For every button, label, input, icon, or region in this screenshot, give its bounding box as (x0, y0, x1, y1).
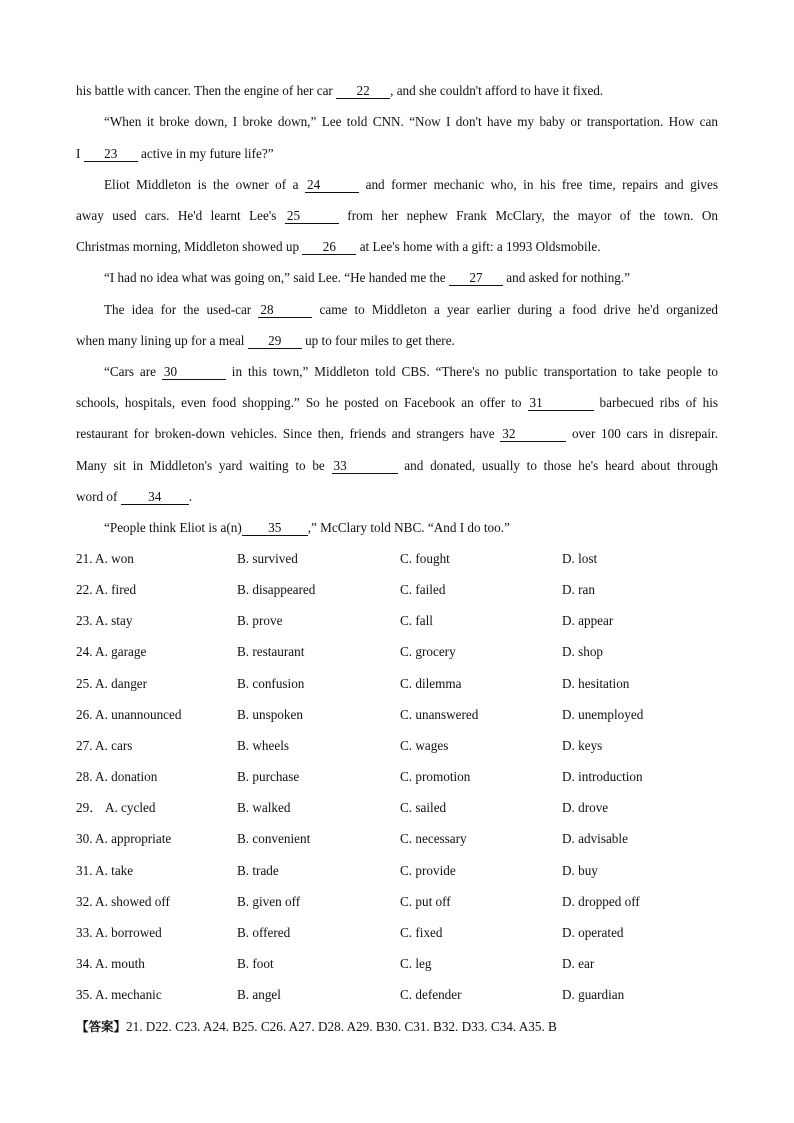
passage-text: and former mechanic who, in his free time, repairs and gives (365, 177, 719, 192)
blank-26: 26 (302, 239, 356, 255)
question-row (76, 799, 718, 817)
option-c: C. promotion (400, 769, 471, 784)
option-a: 33. A. borrowed (76, 925, 162, 940)
option-a: 31. A. take (76, 863, 134, 878)
option-b: B. restaurant (237, 644, 305, 659)
option-c: C. sailed (400, 800, 447, 815)
option-d: D. shop (562, 644, 604, 659)
option-b: B. angel (237, 987, 281, 1002)
blank-32: 32 (500, 426, 566, 442)
passage-line-11 (76, 394, 718, 412)
option-c: C. dilemma (400, 676, 462, 691)
blank-28: 28 (258, 302, 312, 318)
option-d: D. ran (562, 582, 595, 597)
option-b: B. disappeared (237, 582, 316, 597)
question-row (76, 581, 718, 599)
passage-text: at Lee's home with a gift: a 1993 Oldsmobile. (359, 239, 601, 254)
blank-31: 31 (528, 395, 594, 411)
passage-line-12 (76, 425, 718, 443)
option-b: B. offered (237, 925, 291, 940)
answer-text: 21. D22. C23. A24. B25. C26. A27. D28. A29. B30. C31. B32. D33. C34. A35. B (126, 1019, 557, 1034)
question-row (76, 830, 718, 848)
passage-text: barbecued ribs of his (599, 395, 719, 410)
passage-text: and asked for nothing.” (506, 270, 631, 285)
passage-text: word of (76, 489, 118, 504)
passage-text: Christmas morning, Middleton showed up (76, 239, 300, 254)
passage-text: “Cars are (104, 364, 157, 379)
option-b: B. trade (237, 863, 279, 878)
option-a: 32. A. showed off (76, 894, 170, 909)
option-d: D. lost (562, 551, 598, 566)
passage-text: away used cars. He'd learnt Lee's (76, 208, 277, 223)
passage-text: ,” McClary told NBC. “And I do too.” (307, 520, 510, 535)
passage-text: “When it broke down, I broke down,” Lee told CNN. “Now I don't have my baby or transportation. How can (104, 114, 718, 129)
option-d: D. introduction (562, 769, 643, 784)
option-b: B. survived (237, 551, 298, 566)
passage-text: Many sit in Middleton's yard waiting to be (76, 458, 325, 473)
option-a: 23. A. stay (76, 613, 133, 628)
passage-text: active in my future life?” (141, 146, 274, 161)
passage-line-9 (76, 332, 718, 350)
option-a: 24. A. garage (76, 644, 147, 659)
passage-text: Eliot Middleton is the owner of a (104, 177, 299, 192)
passage-text: up to four miles to get there. (305, 333, 455, 348)
option-c: C. put off (400, 894, 451, 909)
option-c: C. fall (400, 613, 433, 628)
passage-text: came to Middleton a year earlier during a food drive he'd organized (319, 302, 719, 317)
option-b: B. unspoken (237, 707, 303, 722)
passage-line-5 (76, 207, 718, 225)
passage-text: from her nephew Frank McClary, the mayor of the town. On (347, 208, 718, 223)
option-c: C. fixed (400, 925, 443, 940)
question-row (76, 893, 718, 911)
question-row (76, 675, 718, 693)
question-row (76, 737, 718, 755)
question-row (76, 986, 718, 1004)
question-row (76, 768, 718, 786)
passage-text: and donated, usually to those he's heard about through (404, 458, 719, 473)
option-a: 35. A. mechanic (76, 987, 162, 1002)
option-a: 34. A. mouth (76, 956, 145, 971)
passage-line-4 (104, 176, 718, 194)
passage-line-13 (76, 457, 718, 475)
passage-line-7 (104, 269, 718, 287)
passage-line-6 (76, 238, 718, 256)
option-d: D. operated (562, 925, 624, 940)
option-c: C. provide (400, 863, 456, 878)
question-row (76, 862, 718, 880)
passage-line-14 (76, 488, 718, 506)
blank-25: 25 (285, 208, 339, 224)
option-b: B. convenient (237, 831, 311, 846)
option-d: D. appear (562, 613, 614, 628)
option-d: D. unemployed (562, 707, 644, 722)
passage-line-15 (104, 519, 718, 537)
option-a: 29． A. cycled (76, 800, 156, 815)
answer-key (76, 1018, 557, 1036)
option-a: 26. A. unannounced (76, 707, 182, 722)
passage-text: restaurant for broken-down vehicles. Since then, friends and strangers have (76, 426, 495, 441)
question-row (76, 924, 718, 942)
passage-text: . (188, 489, 192, 504)
blank-23: 23 (84, 146, 138, 162)
question-row (76, 550, 718, 568)
question-row (76, 706, 718, 724)
passage-line-1 (76, 82, 718, 100)
option-d: D. hesitation (562, 676, 630, 691)
option-b: B. given off (237, 894, 301, 909)
question-row (76, 643, 718, 661)
blank-35: 35 (242, 520, 308, 536)
option-a: 27. A. cars (76, 738, 133, 753)
blank-22: 22 (336, 83, 390, 99)
option-b: B. walked (237, 800, 291, 815)
option-b: B. confusion (237, 676, 305, 691)
passage-text: his battle with cancer. Then the engine of her car (76, 83, 333, 98)
option-c: C. leg (400, 956, 432, 971)
option-d: D. dropped off (562, 894, 640, 909)
option-a: 28. A. donation (76, 769, 158, 784)
option-d: D. guardian (562, 987, 625, 1002)
passage-text: “People think Eliot is a(n) (104, 520, 242, 535)
blank-29: 29 (248, 333, 302, 349)
option-c: C. defender (400, 987, 462, 1002)
option-d: D. ear (562, 956, 595, 971)
question-row (76, 955, 718, 973)
passage-line-8 (104, 301, 718, 319)
blank-27: 27 (449, 270, 503, 286)
option-b: B. prove (237, 613, 283, 628)
option-c: C. fought (400, 551, 450, 566)
answer-tag: 【答案】 (76, 1019, 127, 1034)
passage-text: , and she couldn't afford to have it fixed. (390, 83, 604, 98)
option-d: D. drove (562, 800, 609, 815)
blank-33: 33 (332, 458, 398, 474)
passage-text: I (76, 146, 81, 161)
option-d: D. advisable (562, 831, 628, 846)
option-c: C. wages (400, 738, 449, 753)
blank-24: 24 (305, 177, 359, 193)
option-b: B. foot (237, 956, 274, 971)
option-a: 22. A. fired (76, 582, 137, 597)
option-d: D. keys (562, 738, 603, 753)
blank-30: 30 (162, 364, 226, 380)
option-b: B. wheels (237, 738, 290, 753)
passage-line-3 (76, 145, 718, 163)
passage-line-2 (104, 113, 718, 131)
option-a: 30. A. appropriate (76, 831, 172, 846)
passage-text: schools, hospitals, even food shopping.” So he posted on Facebook an offer to (76, 395, 522, 410)
blank-34: 34 (121, 489, 189, 505)
passage-text: when many lining up for a meal (76, 333, 245, 348)
option-d: D. buy (562, 863, 598, 878)
option-b: B. purchase (237, 769, 300, 784)
passage-text: “I had no idea what was going on,” said Lee. “He handed me the (104, 270, 446, 285)
option-c: C. necessary (400, 831, 467, 846)
option-c: C. unanswered (400, 707, 479, 722)
option-a: 25. A. danger (76, 676, 148, 691)
question-row (76, 612, 718, 630)
passage-text: over 100 cars in disrepair. (571, 426, 719, 441)
passage-text: The idea for the used-car (104, 302, 252, 317)
option-c: C. failed (400, 582, 446, 597)
passage-text: in this town,” Middleton told CBS. “There's no public transportation to take people to (231, 364, 719, 379)
option-a: 21. A. won (76, 551, 134, 566)
option-c: C. grocery (400, 644, 456, 659)
passage-line-10 (104, 363, 718, 381)
